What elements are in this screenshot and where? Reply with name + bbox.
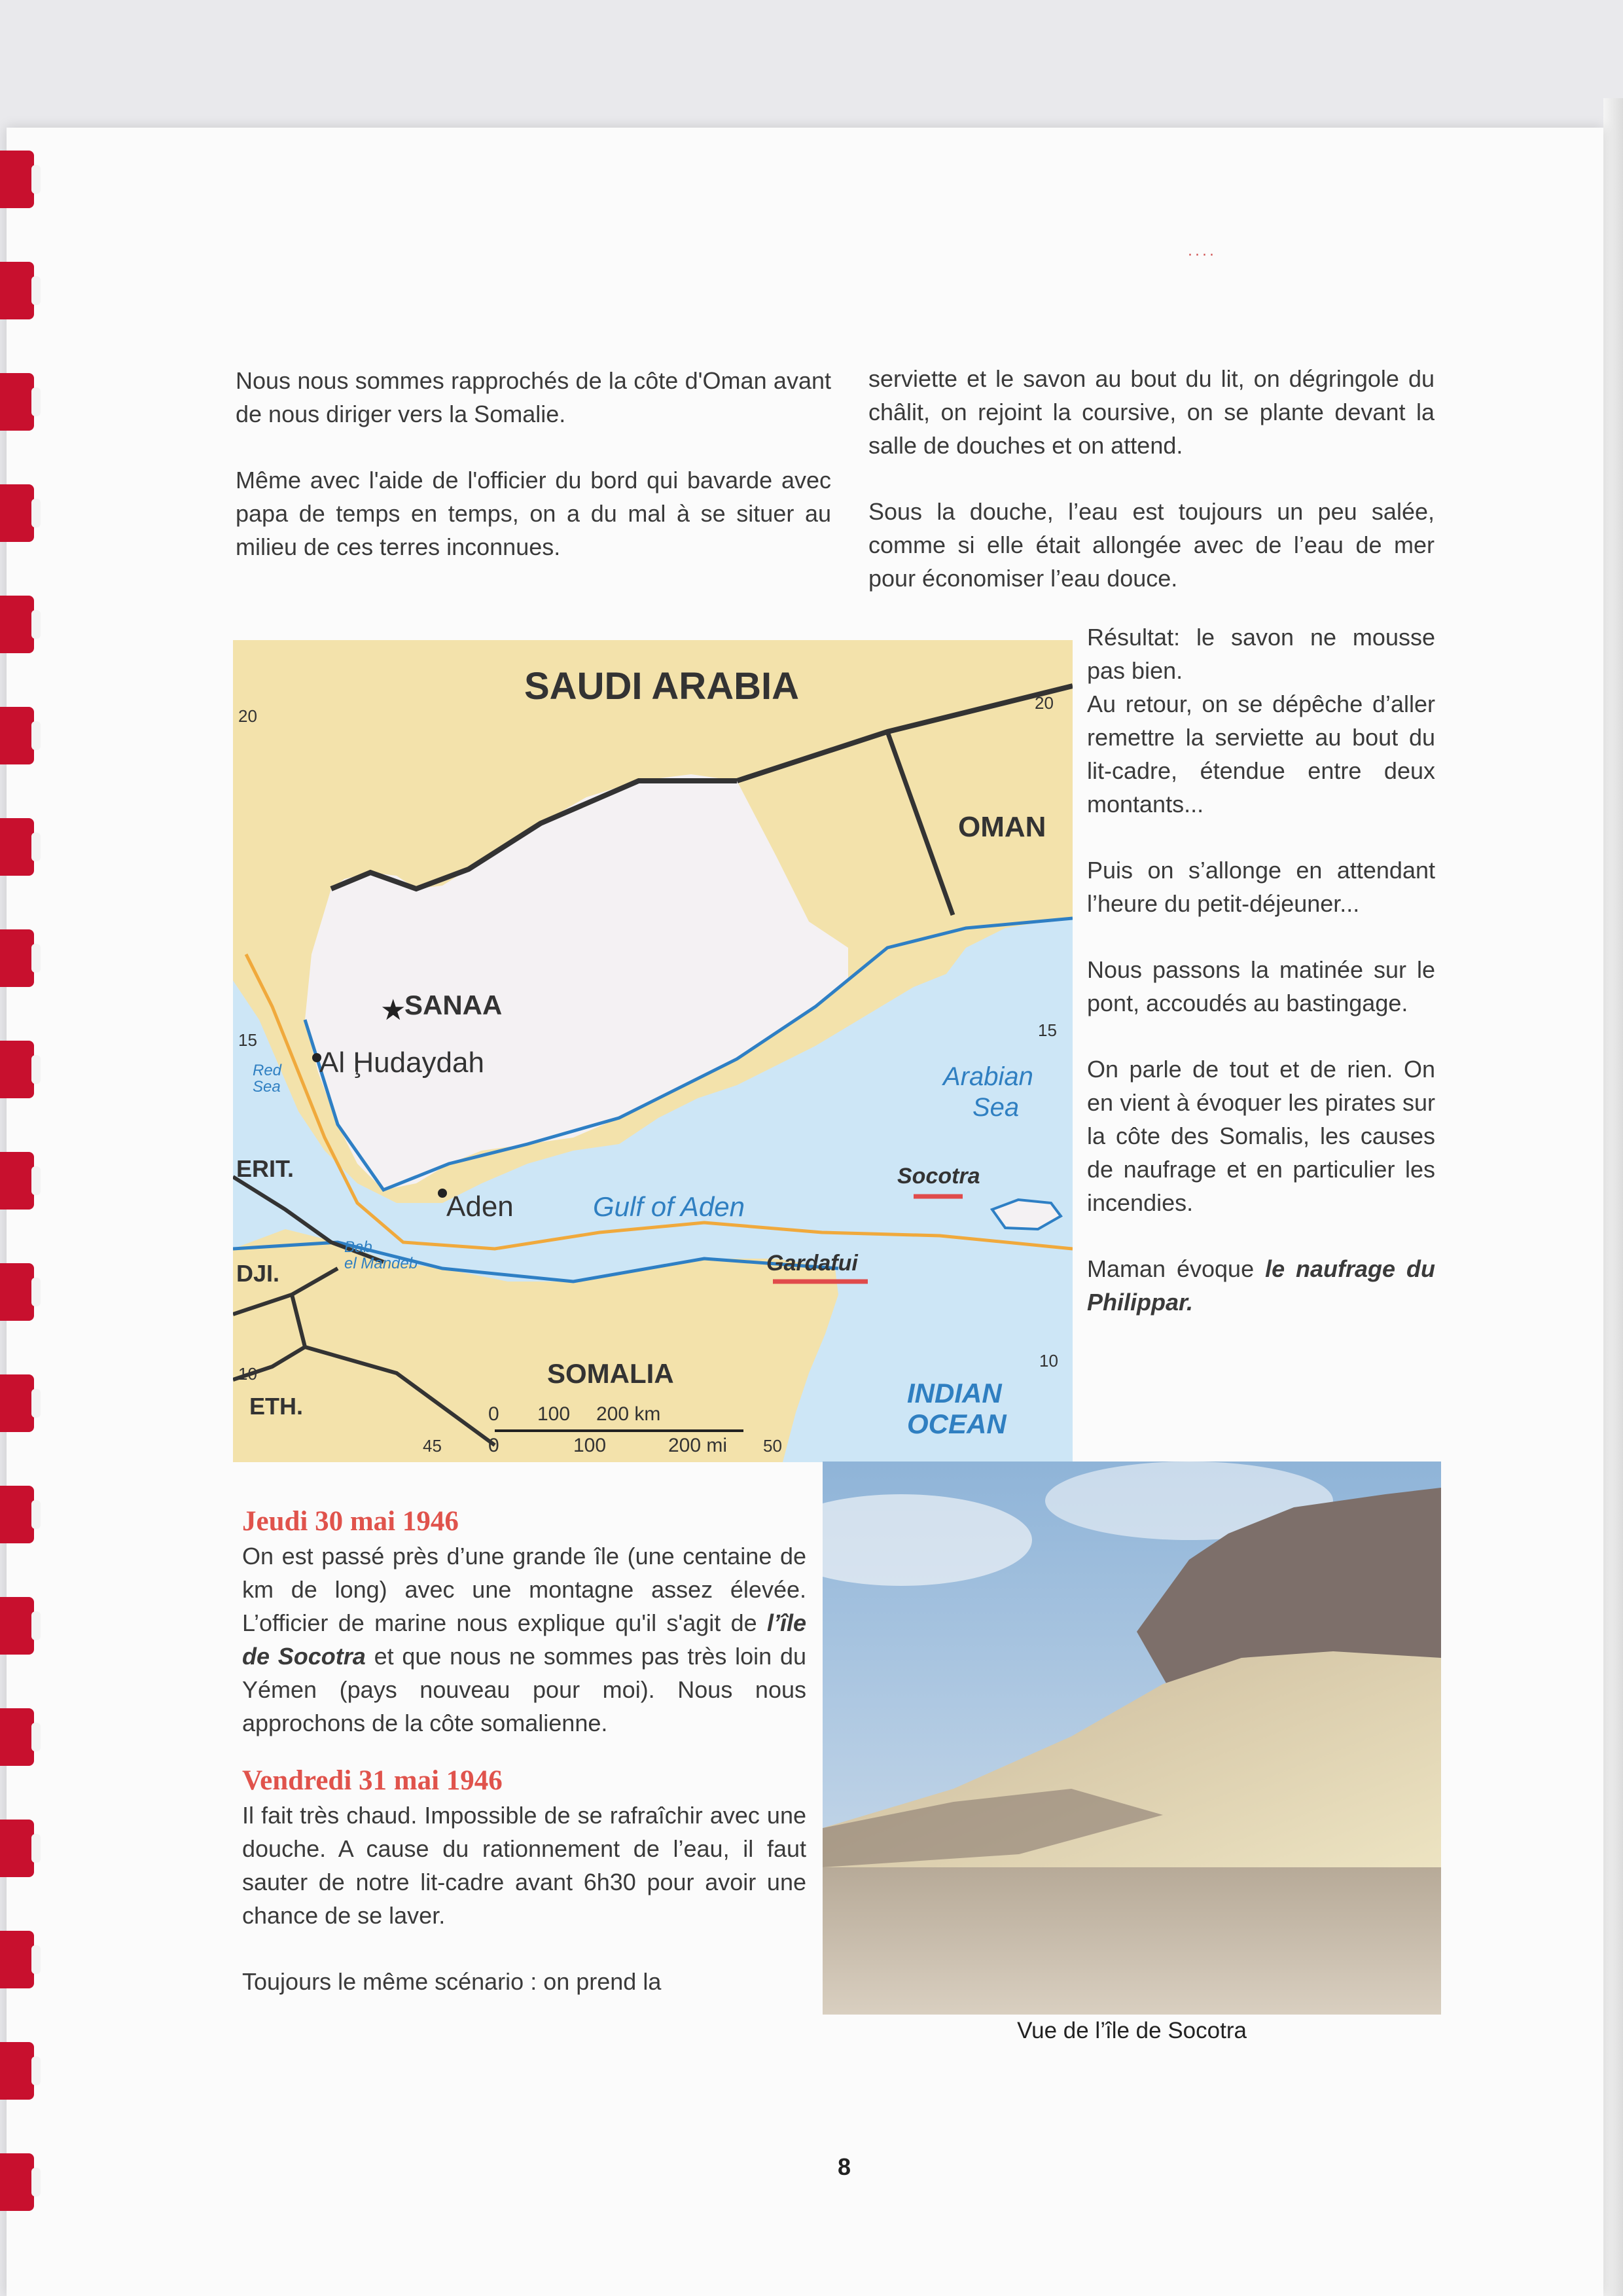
binding-ring bbox=[0, 1708, 34, 1766]
tick-lat: 20 bbox=[238, 706, 257, 726]
label-el-mandeb: el Mandeb bbox=[344, 1255, 418, 1272]
binding-ring bbox=[0, 484, 34, 542]
binding-ring bbox=[0, 373, 34, 431]
label-oman: OMAN bbox=[958, 811, 1046, 843]
binding-ring bbox=[0, 929, 34, 987]
closing-line: Toujours le même scénario : on prend la bbox=[242, 1968, 662, 1995]
binding-ring bbox=[0, 2042, 34, 2100]
tick-lon: 50 bbox=[763, 1436, 782, 1456]
entry-text bbox=[242, 1539, 806, 1740]
label-ethiopia: ETH. bbox=[249, 1393, 304, 1420]
photo-caption: Vue de l’île de Socotra bbox=[1017, 2018, 1247, 2043]
photo-socotra bbox=[823, 1462, 1441, 2015]
scale-km-100: 100 bbox=[537, 1403, 571, 1425]
ground bbox=[823, 1867, 1441, 2015]
label-saudi-arabia: SAUDI ARABIA bbox=[524, 665, 799, 708]
label-eritrea: ERIT. bbox=[236, 1155, 294, 1182]
label-bab: Bab bbox=[344, 1238, 372, 1256]
paragraph: Même avec l'aide de l'officier du bord qui bavarde avec papa de temps en temps, on a du mal à se situer au milieu de ces terres inconnues. bbox=[236, 467, 831, 560]
header-marks: ···· bbox=[1188, 247, 1217, 264]
tick-lat: 15 bbox=[1038, 1020, 1057, 1040]
paragraph bbox=[1087, 1252, 1435, 1319]
page-number: 8 bbox=[837, 2153, 851, 2180]
binding-ring bbox=[0, 1152, 34, 1210]
scale-mi-200: 200 mi bbox=[668, 1435, 728, 1456]
label-gulf-of-aden: Gulf of Aden bbox=[593, 1191, 745, 1222]
label-socotra: Socotra bbox=[897, 1164, 980, 1189]
binding-ring bbox=[0, 596, 34, 653]
entry-date: Vendredi 31 mai 1946 bbox=[242, 1765, 503, 1796]
scale-km-0: 0 bbox=[488, 1403, 499, 1425]
paragraph: Sous la douche, l’eau est toujours un peu salée, comme si elle était allongée avec de l’eau de mer pour économiser l’eau douce. bbox=[868, 498, 1435, 592]
tick-lat: 10 bbox=[238, 1364, 257, 1384]
text: et que nous ne sommes pas très loin du Yémen (pays nouveau pour moi). Nous nous approchons de la côte somalienne. bbox=[242, 1643, 807, 1736]
label-djibouti: DJI. bbox=[236, 1260, 280, 1287]
left-column-intro bbox=[236, 364, 831, 564]
tick-lat: 20 bbox=[1035, 693, 1054, 713]
binding-ring bbox=[0, 1820, 34, 1877]
label-gardafui: Gardafui bbox=[766, 1251, 858, 1276]
binding-ring bbox=[0, 151, 34, 208]
binding-ring bbox=[0, 707, 34, 764]
label-red-sea: Sea bbox=[253, 1078, 281, 1096]
text: On est passé près d’une grande île (une centaine de km de long) avec une montagne assez élevée. L’officier de marine nous explique qu'il s'agit de bbox=[242, 1543, 806, 1636]
scale-mi-0: 0 bbox=[488, 1435, 499, 1456]
paragraph: Au retour, on se dépêche d’aller remettre la serviette au bout du lit-cadre, étendue entre deux montants... bbox=[1087, 691, 1435, 817]
journal-entries bbox=[242, 1504, 806, 1998]
tick-lat: 15 bbox=[238, 1030, 257, 1050]
binding-ring bbox=[0, 1486, 34, 1543]
label-indian: INDIAN bbox=[907, 1378, 1002, 1408]
label-arabian: Arabian bbox=[943, 1062, 1033, 1091]
emphasis: le naufrage du Philippar. bbox=[1087, 1255, 1436, 1316]
right-column-side bbox=[1087, 620, 1435, 1319]
label-al-hudaydah: Al Ḩudaydah bbox=[319, 1047, 484, 1079]
binding-ring bbox=[0, 2153, 34, 2211]
paragraph: Nous nous sommes rapprochés de la côte d'Oman avant de nous diriger vers la Somalie. bbox=[236, 367, 831, 427]
label-sea: Sea bbox=[972, 1093, 1020, 1122]
binding-ring bbox=[0, 262, 34, 319]
paragraph: Puis on s’allonge en attendant l’heure du petit-déjeuner... bbox=[1087, 857, 1435, 917]
label-ocean: OCEAN bbox=[907, 1408, 1007, 1439]
binding-ring bbox=[0, 1597, 34, 1655]
paragraph: Nous passons la matinée sur le pont, accoudés au bastingage. bbox=[1087, 956, 1435, 1016]
binding-ring bbox=[0, 1931, 34, 1988]
binding-ring bbox=[0, 818, 34, 876]
scale-km-200: 200 km bbox=[596, 1403, 661, 1425]
binding-ring bbox=[0, 1263, 34, 1321]
map-yemen-gulf-of-aden bbox=[233, 640, 1073, 1462]
label-aden: Aden bbox=[446, 1191, 514, 1223]
label-somalia: SOMALIA bbox=[547, 1358, 674, 1389]
photo-graphic bbox=[823, 1462, 1441, 2015]
label-red: Red bbox=[253, 1062, 282, 1079]
paragraph: serviette et le savon au bout du lit, on dégringole du châlit, on rejoint la coursive, on se plante devant la salle de douches et on attend. bbox=[868, 365, 1435, 459]
page-edge bbox=[1603, 98, 1623, 2296]
paragraph: On parle de tout et de rien. On en vient à évoquer les pirates sur la côte des Somalis, les causes de naufrage et en particulier les incendies. bbox=[1087, 1056, 1435, 1216]
city-dot bbox=[438, 1189, 447, 1198]
label-sanaa: SANAA bbox=[404, 990, 503, 1020]
scale-mi-100: 100 bbox=[573, 1435, 607, 1456]
capital-star-icon: ★ bbox=[380, 994, 406, 1027]
paragraph: Résultat: le savon ne mousse pas bien. bbox=[1087, 624, 1435, 684]
map-graphic bbox=[233, 640, 1073, 1462]
text: Maman évoque bbox=[1087, 1255, 1266, 1282]
emphasis: l’île de Socotra bbox=[242, 1609, 806, 1670]
right-column-top bbox=[868, 362, 1435, 595]
entry-date: Jeudi 30 mai 1946 bbox=[242, 1506, 459, 1537]
binding-ring bbox=[0, 1041, 34, 1098]
binding-ring bbox=[0, 1374, 34, 1432]
spiral-binding bbox=[0, 131, 39, 2296]
entry-text: Il fait très chaud. Impossible de se rafraîchir avec une douche. A cause du rationnement de l’eau, il faut sauter de notre lit-cadre avant 6h30 pour avoir une chance de se laver. bbox=[242, 1802, 806, 1929]
tick-lat: 10 bbox=[1039, 1351, 1058, 1371]
tick-lon: 45 bbox=[423, 1436, 442, 1456]
